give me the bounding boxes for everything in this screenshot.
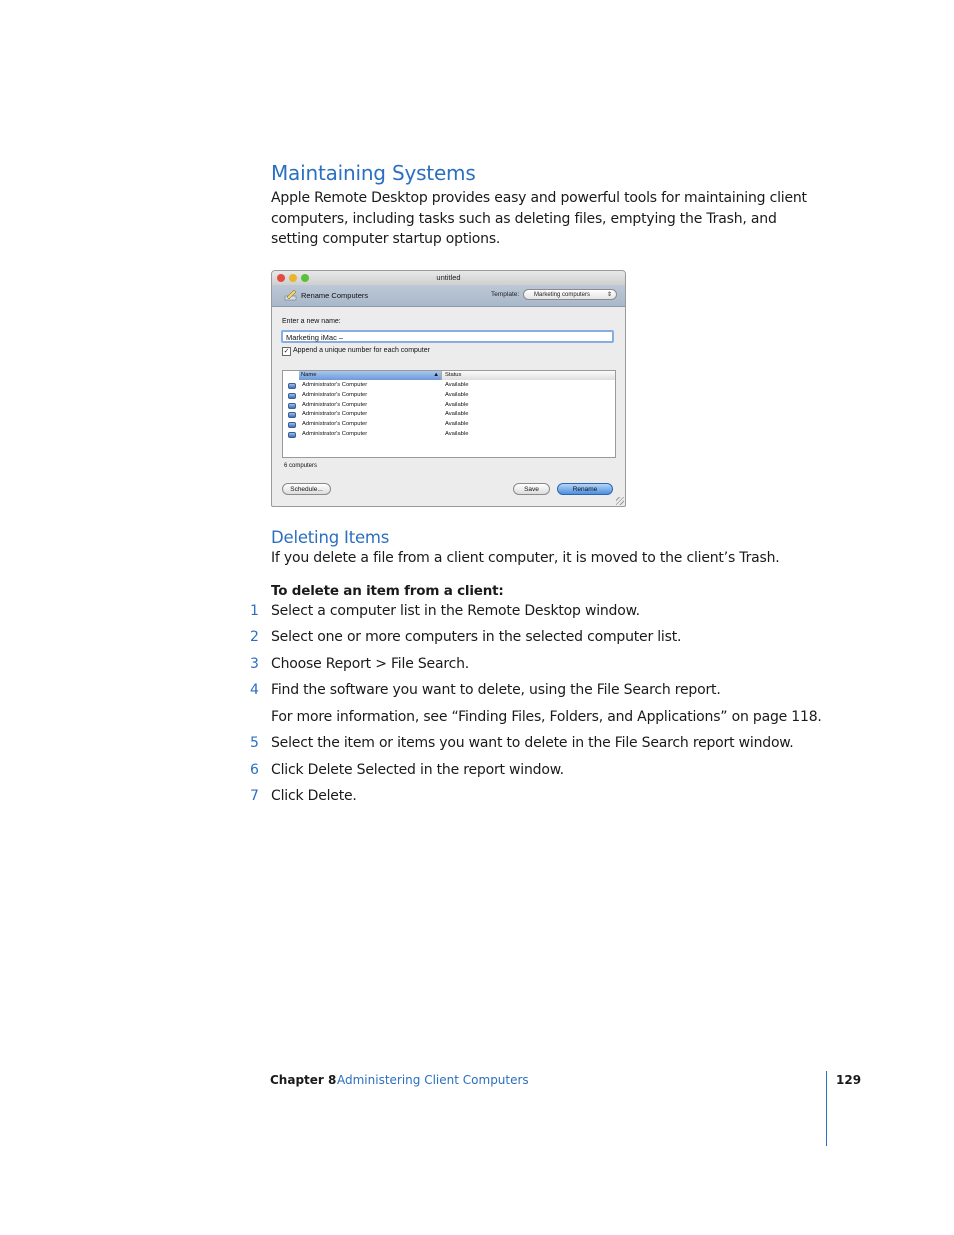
column-header-name-label: Name [301, 372, 317, 378]
intro-paragraph: Apple Remote Desktop provides easy and powerful tools for maintaining client computers, including tasks such as deleting files, emptying the Trash, and setting computer startup options. [271, 190, 807, 247]
step-number: 4 [250, 682, 259, 698]
computer-status: Available [445, 401, 469, 408]
computer-name: Administrator's Computer [302, 391, 368, 398]
step-7 [250, 788, 357, 804]
new-name-label: Enter a new name: [282, 318, 341, 325]
step-text: Select the item or items you want to delete in the File Search report window. [271, 735, 794, 751]
step-number: 3 [250, 656, 259, 672]
step-text: Click Delete. [271, 788, 357, 804]
step-5 [250, 735, 794, 751]
table-row[interactable] [283, 420, 615, 430]
computer-status: Available [445, 411, 469, 418]
table-row[interactable] [283, 401, 615, 411]
footer-chapter: Chapter 8 [270, 1073, 337, 1087]
template-value: Marketing computers [534, 292, 591, 298]
computer-name: Administrator's Computer [302, 421, 368, 428]
step-text: Choose Report > File Search. [271, 656, 470, 672]
step-number: 6 [250, 762, 259, 778]
page-number: 129 [836, 1073, 862, 1087]
template-select[interactable] [523, 289, 617, 300]
step-3 [250, 656, 470, 672]
step-2 [250, 629, 682, 645]
column-header-name[interactable] [299, 371, 441, 380]
step-number: 1 [250, 603, 259, 619]
step-6 [250, 762, 564, 778]
step-number: 5 [250, 735, 259, 751]
computer-icon [288, 422, 296, 428]
step-4 [250, 682, 721, 698]
computer-name: Administrator's Computer [302, 431, 368, 437]
subsection-heading: Deleting Items [271, 528, 390, 547]
computer-icon [288, 403, 296, 409]
template-label: Template: [491, 291, 520, 298]
append-number-label: Append a unique number for each computer [293, 347, 430, 354]
new-name-input[interactable]: Marketing iMac – [281, 330, 614, 343]
computer-count: 6 computers [284, 463, 318, 469]
schedule-button[interactable]: Schedule... [282, 483, 331, 495]
window-toolbar [272, 285, 625, 307]
step-note-text: For more information, see “Finding Files, Folders, and Applications” on page 118. [271, 709, 822, 725]
computer-name: Administrator's Computer [302, 382, 368, 388]
append-number-checkbox[interactable]: ✓ [283, 348, 290, 355]
step-number: 2 [250, 629, 259, 645]
subsection-paragraph: If you delete a file from a client computer, it is moved to the client’s Trash. [271, 550, 780, 566]
step-4-note [271, 709, 822, 725]
step-text: Click Delete Selected in the report window. [271, 762, 564, 778]
rename-pencil-icon [284, 288, 297, 301]
footer-divider [826, 1071, 827, 1146]
computer-icon [288, 393, 296, 399]
computer-status: Available [445, 431, 469, 437]
select-arrows-icon: ⇕ [606, 292, 612, 298]
step-text: Select one or more computers in the selected computer list. [271, 629, 682, 645]
step-1 [250, 603, 640, 619]
computer-table[interactable] [282, 370, 616, 458]
procedure-title: To delete an item from a client: [271, 583, 504, 599]
sort-ascending-icon: ▲ [433, 372, 439, 378]
rename-button[interactable]: Rename [557, 483, 613, 495]
table-row[interactable] [283, 391, 615, 401]
computer-icon [288, 383, 296, 389]
computer-status: Available [445, 421, 469, 428]
step-text: Select a computer list in the Remote Desktop window. [271, 603, 640, 619]
table-row[interactable] [283, 410, 615, 420]
resize-grip-icon[interactable] [616, 497, 624, 505]
computer-name: Administrator's Computer [302, 411, 368, 418]
computer-status: Available [445, 382, 469, 388]
window-titlebar [272, 271, 625, 285]
window-title: untitled [436, 273, 461, 282]
rename-computers-window [271, 270, 626, 507]
computer-status: Available [445, 391, 469, 398]
computer-name: Administrator's Computer [302, 401, 368, 408]
computer-icon [288, 432, 296, 438]
column-header-status[interactable]: Status [441, 371, 615, 380]
step-text: Find the software you want to delete, using the File Search report. [271, 682, 721, 698]
save-button[interactable]: Save [513, 483, 550, 495]
table-row[interactable] [283, 430, 615, 440]
step-number: 7 [250, 788, 259, 804]
task-title: Rename Computers [301, 291, 369, 300]
table-row[interactable] [283, 381, 615, 391]
section-heading: Maintaining Systems [271, 161, 476, 185]
footer-chapter-title: Administering Client Computers [337, 1073, 529, 1087]
computer-icon [288, 412, 296, 418]
